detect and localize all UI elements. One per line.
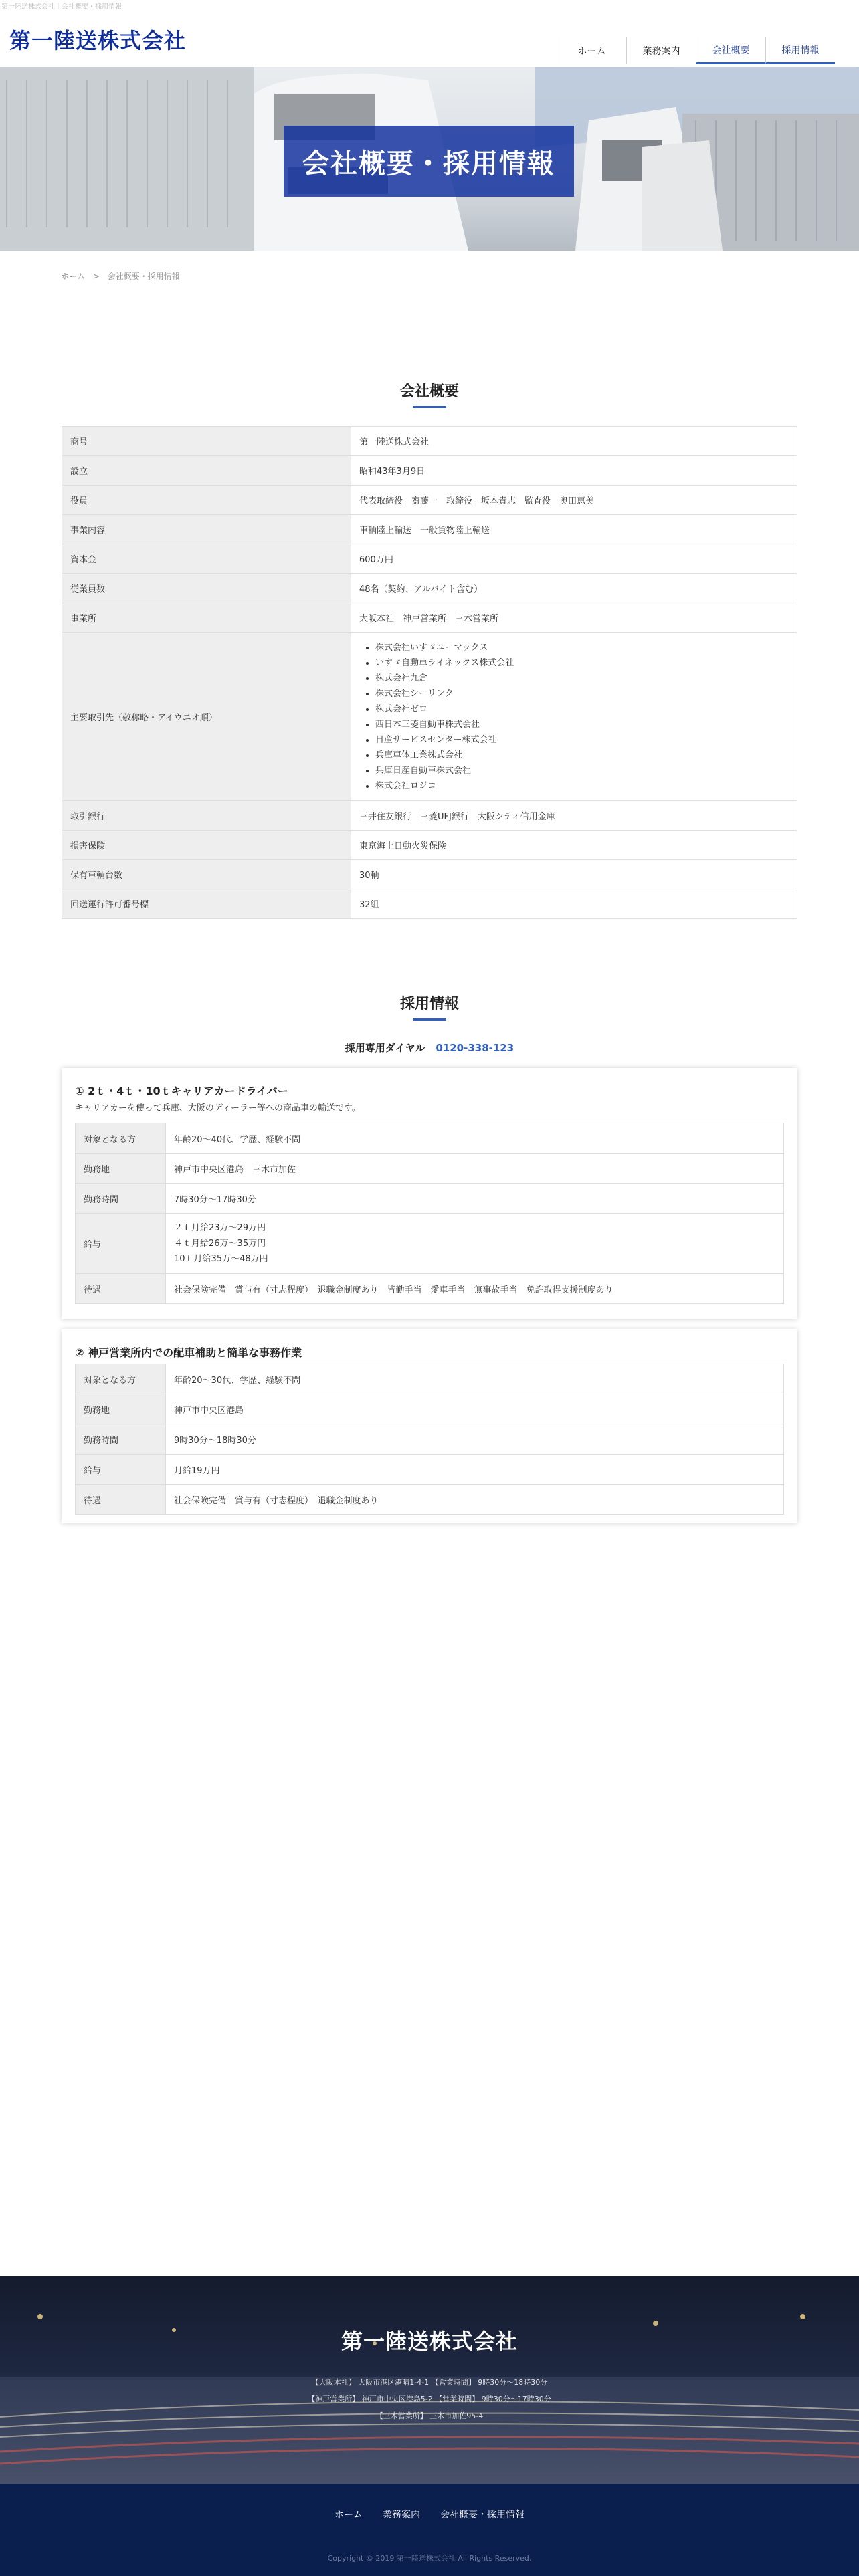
row-value: 年齢20～30代、学歴、経験不問 [166,1364,784,1394]
breadcrumb [61,270,185,282]
row-value: 32組 [351,889,797,919]
job-card-2 [62,1329,797,1523]
row-label: 商号 [62,427,351,456]
table-row [62,831,797,860]
row-label: 資本金 [62,544,351,574]
breadcrumb-current: 会社概要・採用情報 [107,272,180,281]
list-item: • 日産サービスセンター株式会社 [375,732,789,748]
table-row [76,1214,784,1274]
row-label: 対象となる方 [76,1364,166,1394]
list-item: • 株式会社九倉 [375,671,789,686]
row-value: 月給19万円 [166,1455,784,1485]
row-label: 給与 [76,1214,166,1274]
list-item: • 兵庫日産自動車株式会社 [375,763,789,778]
row-value: 30輌 [351,860,797,889]
table-row [62,801,797,831]
row-label: 損害保険 [62,831,351,860]
row-value: 昭和43年3月9日 [351,456,797,486]
row-value: 神戸市中央区港島 [166,1394,784,1424]
row-label: 主要取引先（敬称略・アイウエオ順） [62,633,351,801]
row-value: 社会保険完備 賞与有（寸志程度） 退職金制度あり 皆勤手当 愛車手当 無事故手当 免許取得支援制度あり [166,1274,784,1304]
clients-list [359,640,789,794]
table-row [62,486,797,515]
table-row [62,603,797,633]
row-value: 三井住友銀行 三菱UFJ銀行 大阪シティ信用金庫 [351,801,797,831]
row-value: 年齢20～40代、学歴、経験不問 [166,1123,784,1154]
salary-line: ４ｔ月給26万～35万円 [174,1239,266,1249]
row-label: 従業員数 [62,574,351,603]
row-value [351,633,797,801]
footer-address-miki: 【三木営業所】 三木市加佐95-4 [375,2411,484,2420]
footer-nav-services[interactable]: 業務案内 [383,2510,420,2520]
row-label: 役員 [62,486,351,515]
list-item: • 株式会社いすゞユーマックス [375,640,789,655]
row-label: 事業内容 [62,515,351,544]
row-label: 待遇 [76,1274,166,1304]
hero-title: 会社概要・採用情報 [284,126,574,197]
table-row [62,633,797,801]
job-title: ② 神戸営業所内での配車補助と簡単な事務作業 [75,1346,302,1359]
table-row [76,1394,784,1424]
breadcrumb-separator: > [92,272,100,281]
row-label: 回送運行許可番号標 [62,889,351,919]
row-label: 設立 [62,456,351,486]
table-row [76,1274,784,1304]
table-row [76,1184,784,1214]
footer-banner [0,2276,859,2484]
row-label: 給与 [76,1455,166,1485]
row-label: 事業所 [62,603,351,633]
table-row [62,544,797,574]
nav-recruit[interactable]: 採用情報 [765,37,835,64]
job-table [75,1364,784,1515]
row-value: 第一陸送株式会社 [351,427,797,456]
row-value: 神戸市中央区港島 三木市加佐 [166,1154,784,1184]
row-value: 48名（契約、アルバイト含む） [351,574,797,603]
footer-nav-home[interactable]: ホーム [335,2510,363,2520]
footer-company-name: 第一陸送株式会社 [341,2329,518,2354]
table-row [62,456,797,486]
table-row [76,1424,784,1455]
list-item: • いすゞ自動車ライネックス株式会社 [375,655,789,671]
row-value: 7時30分～17時30分 [166,1184,784,1214]
row-value: 社会保険完備 賞与有（寸志程度） 退職金制度あり [166,1485,784,1515]
dial-label: 採用専用ダイヤル [345,1042,425,1054]
overview-underline [413,406,446,408]
browser-page-title: 第一陸送株式会社｜会社概要・採用情報 [1,3,122,11]
job-table [75,1123,784,1304]
row-value: 9時30分～18時30分 [166,1424,784,1455]
footer-address-osaka: 【大阪本社】 大阪市港区港晴1-4-1 【営業時間】 9時30分～18時30分 [311,2378,548,2387]
table-row [62,860,797,889]
row-value: 600万円 [351,544,797,574]
list-item: • 兵庫車体工業株式会社 [375,748,789,763]
row-label: 保有車輌台数 [62,860,351,889]
main-nav [557,37,835,64]
footer [0,2484,859,2576]
row-value [166,1214,784,1274]
row-label: 対象となる方 [76,1123,166,1154]
list-item: • 株式会社ゼロ [375,702,789,717]
table-row [62,515,797,544]
row-label: 勤務地 [76,1394,166,1424]
list-item: • 株式会社シーリンク [375,686,789,702]
recruit-dial [0,1041,859,1055]
table-row [76,1123,784,1154]
footer-nav-company[interactable]: 会社概要・採用情報 [440,2510,524,2520]
row-label: 勤務時間 [76,1184,166,1214]
job-title: ① 2ｔ・4ｔ・10ｔキャリアカードライバー [75,1085,288,1097]
list-item: • 株式会社ロジコ [375,778,789,794]
list-item: • 西日本三菱自動車株式会社 [375,717,789,732]
footer-address-kobe: 【神戸営業所】 神戸市中央区港島5-2 【営業時間】 9時30分～17時30分 [308,2395,551,2403]
dial-number[interactable]: 0120-338-123 [436,1042,514,1054]
copyright: Copyright © 2019 第一陸送株式会社 All Rights Reserved. [327,2554,532,2563]
footer-nav [0,2508,859,2521]
table-row [76,1154,784,1184]
recruit-underline [413,1018,446,1021]
job-description: キャリアカーを使って兵庫、大阪のディーラー等への商品車の輸送です。 [75,1103,361,1113]
nav-home[interactable]: ホーム [557,37,626,64]
job-card-1 [62,1068,797,1319]
table-row [62,574,797,603]
nav-services[interactable]: 業務案内 [626,37,696,64]
table-row [62,427,797,456]
row-value: 車輌陸上輸送 一般貨物陸上輸送 [351,515,797,544]
site-logo[interactable]: 第一陸送株式会社 [9,28,187,53]
salary-line: ２ｔ月給23万～29万円 [174,1223,266,1233]
table-row [76,1455,784,1485]
row-value: 大阪本社 神戸営業所 三木営業所 [351,603,797,633]
row-label: 勤務地 [76,1154,166,1184]
salary-line: 10ｔ月給35万～48万円 [174,1254,268,1264]
table-row [76,1364,784,1394]
row-label: 待遇 [76,1485,166,1515]
row-value: 代表取締役 齋藤一 取締役 坂本貴志 監査役 奥田恵美 [351,486,797,515]
overview-heading: 会社概要 [399,383,459,400]
overview-table [62,426,797,919]
row-label: 取引銀行 [62,801,351,831]
recruit-heading: 採用情報 [399,996,459,1012]
table-row [62,889,797,919]
hero-banner [0,67,859,251]
nav-company[interactable]: 会社概要 [696,37,765,64]
breadcrumb-home[interactable]: ホーム [61,272,86,281]
table-row [76,1485,784,1515]
row-value: 東京海上日動火災保険 [351,831,797,860]
row-label: 勤務時間 [76,1424,166,1455]
